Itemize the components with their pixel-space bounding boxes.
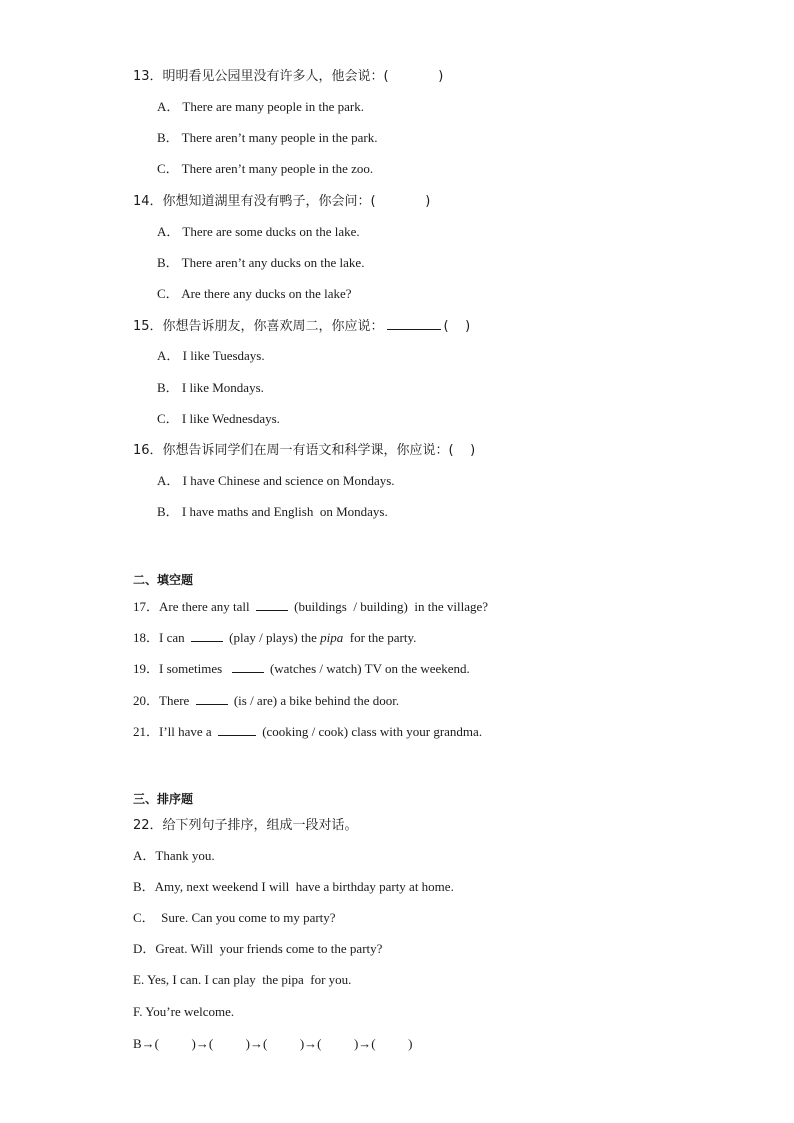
question-16-option-a: A． I have Chinese and science on Mondays. bbox=[157, 473, 395, 488]
answer-blank[interactable] bbox=[218, 723, 256, 736]
answer-blank[interactable] bbox=[232, 660, 264, 673]
answer-blank[interactable] bbox=[191, 629, 223, 642]
section-3-title: 三、排序题 bbox=[133, 792, 194, 806]
sentence-d: D．Great. Will your friends come to the party? bbox=[133, 941, 383, 956]
question-15-text: 15．你想告诉朋友，你喜欢周二，你应说： bbox=[133, 319, 384, 334]
sentence-c: C． Sure. Can you come to my party? bbox=[133, 910, 336, 925]
question-15-paren: ( ) bbox=[443, 319, 471, 334]
question-14-option-c: C． Are there any ducks on the lake? bbox=[157, 286, 352, 301]
section-2-title: 二、填空题 bbox=[133, 573, 194, 587]
question-15-option-b: B． I like Mondays. bbox=[157, 380, 264, 395]
question-21: 21．I’ll have a (cooking / cook) class with your grandma. bbox=[133, 724, 483, 739]
answer-blank[interactable] bbox=[256, 598, 288, 611]
question-20: 20．There (is / are) a bike behind the door. bbox=[133, 693, 400, 708]
question-15-option-a: A． I like Tuesdays. bbox=[157, 348, 265, 363]
sentence-f: F. You’re welcome. bbox=[133, 1004, 235, 1019]
question-14-stem: 14．你想知道湖里有没有鸭子，你会问：( ) bbox=[133, 194, 431, 209]
sentence-b: B．Amy, next weekend I will have a birthday party at home. bbox=[133, 879, 454, 894]
question-16-option-b: B． I have maths and English on Mondays. bbox=[157, 504, 388, 519]
answer-blank[interactable] bbox=[387, 317, 441, 330]
question-14-option-a: A． There are some ducks on the lake. bbox=[157, 224, 360, 239]
question-14-option-b: B． There aren’t any ducks on the lake. bbox=[157, 255, 365, 270]
question-19: 19．I sometimes (watches / watch) TV on the weekend. bbox=[133, 661, 470, 676]
question-13-option-c: C． There aren’t many people in the zoo. bbox=[157, 161, 374, 176]
pipa-italic: pipa bbox=[320, 630, 344, 645]
sentence-a: A．Thank you. bbox=[133, 848, 215, 863]
question-13-option-b: B． There aren’t many people in the park. bbox=[157, 130, 378, 145]
question-18: 18．I can (play / plays) the pipa for the party. bbox=[133, 630, 417, 645]
question-15-option-c: C． I like Wednesdays. bbox=[157, 411, 280, 426]
order-answer-line[interactable]: B→( )→( )→( )→( )→( ) bbox=[133, 1036, 413, 1051]
question-13-stem: 13．明明看见公园里没有许多人，他会说：( ) bbox=[133, 69, 444, 84]
question-17: 17．Are there any tall (buildings / building) in the village? bbox=[133, 599, 488, 614]
answer-blank[interactable] bbox=[196, 692, 228, 705]
question-16-stem: 16．你想告诉同学们在周一有语文和科学课，你应说：( ) bbox=[133, 443, 476, 458]
question-13-option-a: A． There are many people in the park. bbox=[157, 99, 364, 114]
question-22-stem: 22．给下列句子排序，组成一段对话。 bbox=[133, 818, 358, 833]
sentence-e: E. Yes, I can. I can play the pipa for you. bbox=[133, 972, 352, 987]
question-15-stem bbox=[133, 317, 470, 335]
